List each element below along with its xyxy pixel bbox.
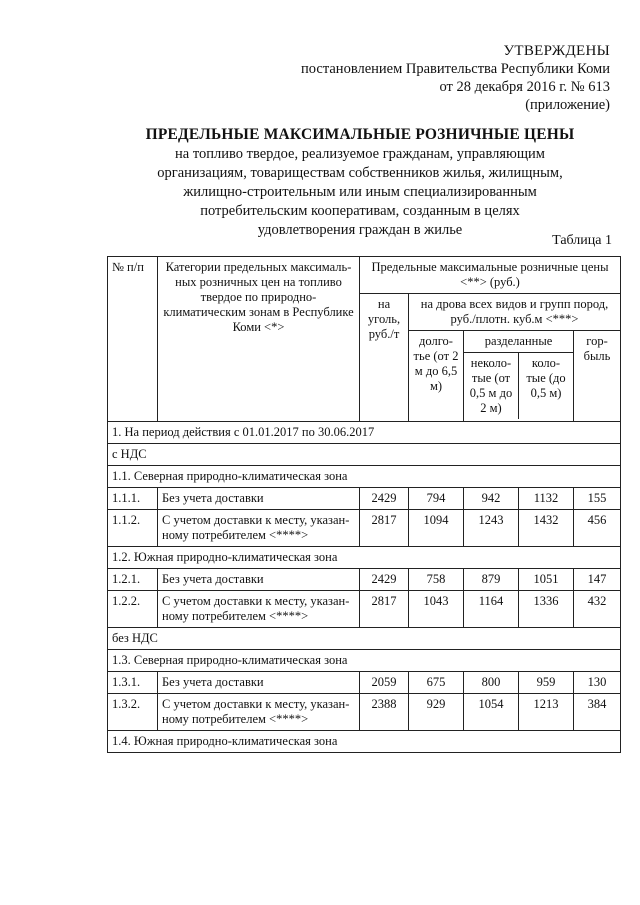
header-long-text: долго-тье (от 2 м до 6,5 м) [413, 334, 459, 393]
slab-price: 147 [574, 569, 621, 591]
subtitle-line-1: на топливо твердое, реализуемое гражданам, управляющим [175, 146, 545, 162]
coal-price: 2059 [360, 672, 409, 694]
table-row [108, 672, 621, 694]
long-firewood-price: 929 [409, 694, 464, 731]
document-heading [100, 125, 620, 240]
chopped-firewood-price: 1336 [519, 591, 574, 628]
unsplit-firewood-price: 1054 [464, 694, 519, 731]
coal-price: 2817 [360, 591, 409, 628]
slab-price: 432 [574, 591, 621, 628]
approval-line-1: УТВЕРЖДЕНЫ [503, 43, 610, 59]
slab-price: 384 [574, 694, 621, 731]
row-category: С учетом доставки к месту, указан-ному потребителем <****> [158, 591, 360, 628]
approval-line-4: (приложение) [525, 97, 610, 113]
header-split: разделанные [464, 331, 573, 353]
section-label: с НДС [108, 444, 621, 466]
row-number: 1.3.2. [108, 694, 158, 731]
subtitle-line-5: удовлетворения граждан в жилье [257, 222, 463, 238]
section-label: 1.4. Южная природно-климатическая зона [108, 731, 621, 753]
section-label: 1.2. Южная природно-климатическая зона [108, 547, 621, 569]
unsplit-firewood-price: 1243 [464, 510, 519, 547]
table-row [108, 694, 621, 731]
long-firewood-price: 758 [409, 569, 464, 591]
unsplit-firewood-price: 1164 [464, 591, 519, 628]
slab-price: 130 [574, 672, 621, 694]
row-category: Без учета доставки [158, 672, 360, 694]
long-firewood-price: 1043 [409, 591, 464, 628]
long-firewood-price: 675 [409, 672, 464, 694]
document-title: ПРЕДЕЛЬНЫЕ МАКСИМАЛЬНЫЕ РОЗНИЧНЫЕ ЦЕНЫ [145, 126, 575, 143]
header-long [409, 331, 464, 422]
table-row [108, 488, 621, 510]
price-table [107, 256, 621, 753]
section-row [108, 731, 621, 753]
long-firewood-price: 1094 [409, 510, 464, 547]
chopped-firewood-price: 1132 [519, 488, 574, 510]
subtitle-line-3: жилищно-строительным или иным специализированным [183, 184, 537, 200]
approval-line-2: постановлением Правительства Республики Коми [301, 61, 610, 77]
section-label: 1. На период действия с 01.01.2017 по 30.06.2017 [108, 422, 621, 444]
header-firewood: на дрова всех видов и групп пород, руб./плотн. куб.м <***> [409, 294, 621, 331]
row-number: 1.2.2. [108, 591, 158, 628]
split-subtable [464, 331, 573, 419]
chopped-firewood-price: 1051 [519, 569, 574, 591]
unsplit-firewood-price: 942 [464, 488, 519, 510]
table-row [108, 569, 621, 591]
coal-price: 2388 [360, 694, 409, 731]
section-row [108, 466, 621, 488]
chopped-firewood-price: 1213 [519, 694, 574, 731]
header-chopped: коло-тые (до 0,5 м) [526, 356, 566, 400]
section-row [108, 628, 621, 650]
section-label: без НДС [108, 628, 621, 650]
header-unsplit: неколо-тые (от 0,5 м до 2 м) [464, 353, 519, 420]
chopped-firewood-price: 959 [519, 672, 574, 694]
table-body [108, 422, 621, 753]
header-split-group [464, 331, 574, 422]
table-row [108, 591, 621, 628]
section-row [108, 444, 621, 466]
row-number: 1.2.1. [108, 569, 158, 591]
unsplit-firewood-price: 800 [464, 672, 519, 694]
header-category: Категории предельных максималь-ных розничных цен на топливо твердое по природно-климатическим зонам в Республике Коми <*> [158, 257, 360, 422]
header-coal: на уголь, руб./т [360, 294, 409, 422]
header-slab: гор-быль [574, 331, 621, 422]
row-category: Без учета доставки [158, 569, 360, 591]
coal-price: 2817 [360, 510, 409, 547]
row-number: 1.3.1. [108, 672, 158, 694]
section-row [108, 547, 621, 569]
subtitle-line-4: потребительским кооперативам, созданным в целях [200, 203, 520, 219]
slab-price: 456 [574, 510, 621, 547]
slab-price: 155 [574, 488, 621, 510]
coal-price: 2429 [360, 488, 409, 510]
row-number: 1.1.1. [108, 488, 158, 510]
table-label: Таблица 1 [552, 233, 612, 248]
approval-stamp [301, 42, 610, 114]
subtitle-line-2: организациям, товариществам собственников жилья, жилищным, [157, 165, 563, 181]
header-num: № п/п [108, 257, 158, 422]
section-row [108, 422, 621, 444]
row-number: 1.1.2. [108, 510, 158, 547]
table-row [108, 510, 621, 547]
row-category: С учетом доставки к месту, указан-ному потребителем <****> [158, 694, 360, 731]
header-max-prices: Предельные максимальные розничные цены <**> (руб.) [360, 257, 621, 294]
header-row-1 [108, 257, 621, 294]
coal-price: 2429 [360, 569, 409, 591]
section-row [108, 650, 621, 672]
section-label: 1.3. Северная природно-климатическая зона [108, 650, 621, 672]
chopped-firewood-price: 1432 [519, 510, 574, 547]
long-firewood-price: 794 [409, 488, 464, 510]
approval-line-3: от 28 декабря 2016 г. № 613 [439, 79, 610, 95]
unsplit-firewood-price: 879 [464, 569, 519, 591]
row-category: С учетом доставки к месту, указан-ному потребителем <****> [158, 510, 360, 547]
row-category: Без учета доставки [158, 488, 360, 510]
section-label: 1.1. Северная природно-климатическая зона [108, 466, 621, 488]
